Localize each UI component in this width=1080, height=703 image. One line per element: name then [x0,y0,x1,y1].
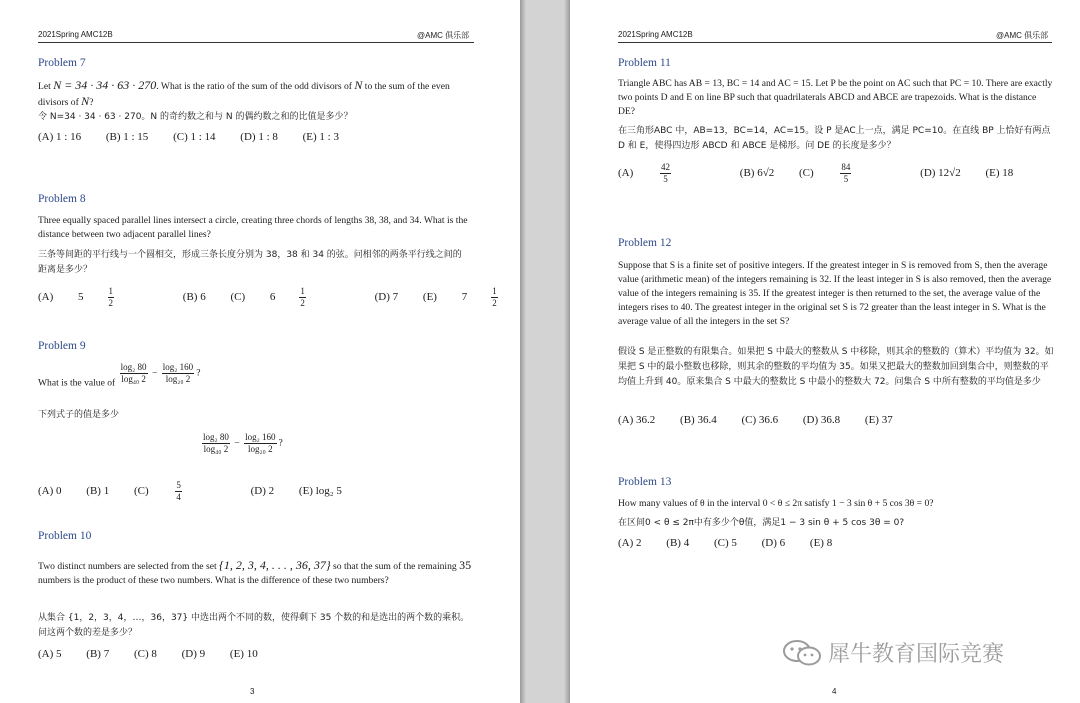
choice-a: (A) 5 $\frac{1}{2}$ [38,286,114,308]
problem-9-choices [38,480,364,503]
problem-8-english: Three equally spaced parallel lines intersect a circle, creating three chords of lengths 38, 38, and 34. What is the distance between two adjacent parallel lines? [38,215,468,240]
problem-13-choices [618,537,854,549]
choice-b: (B) 36.4 [680,414,717,426]
choice-c: (C) 6 $\frac{1}{2}$ [230,286,305,308]
choice-b: (B) 6√2 [739,167,775,180]
problem-7-english: Let N = 34 · 34 · 63 · 270. What is the ratio of the sum of the odd divisors of N to the sum of the even divisors of N? [38,78,450,108]
choice-d: (D) 12√2 [920,167,961,180]
choice-e: (E) log₂ 5 [298,485,342,498]
left-page [0,0,520,703]
choice-b: (B) 6 [182,291,206,304]
problem-10-english: Two distinct numbers are selected from the set {1, 2, 3, 4, . . . , 36, 37} so that the sum of the remaining 35 numbers is the product of these two numbers. What is the difference of these two numbers? [38,558,472,586]
choice-e: (E) 7 $\frac{1}{2}$ [422,286,497,308]
problem-12-choices [618,414,915,426]
choice-a: (A) 5 [38,648,62,660]
choice-d: (D) 7 [374,291,399,304]
choice-d: (D) 1 : 8 [240,131,278,143]
problem-13-chinese: 在区间0 < θ ≤ 2π中有多少个θ值，满足1 − 3 sin θ + 5 cos 3θ = 0? [618,518,905,528]
choice-e: (E) 10 [229,648,258,660]
choice-a: (A) $\frac{42}{5}$ [618,162,671,184]
problem-11-english: Triangle ABC has AB = 13, BC = 14 and AC = 15. Let P be the point on AC such that PC = 10. There are exactly two points D and E on line BP such that quadrilaterals ABCD and ABCE are trapezoids. What is the distance DE? [618,78,1053,117]
problem-9-title: Problem 9 [38,340,86,352]
watermark [782,637,1004,668]
choice-a: (A) 2 [618,537,642,549]
problem-12-english: Suppose that S is a finite set of positive integers. If the greatest integer in S is removed from S, then the average value (arithmetic mean) of the integers remaining is 32. If the least integer in S is also removed, then the average value of the integers remaining is 35. If the greatest integer is then returned to the set, the average value of the integers rises to 40. The greatest integer in the original set S is 72 greater than the least integer in S. What is the average value of all the integers in the set S? [618,260,1052,327]
problem-9-english: What is the value of $\frac{\text{log₂ 80}}{\text{log₄₀ 2}}$ − $\frac{\text{log₂ 160}}{\text{log₂₀ 2}}$ ? [38,362,201,389]
choice-c: (C) 1 : 14 [173,131,216,143]
page-gutter-shadow [520,0,526,703]
problem-13-title: Problem 13 [618,476,672,488]
choice-a: (A) 0 [38,485,62,498]
choice-a: (A) 36.2 [618,414,656,426]
header-left: 2021Spring AMC12B [618,30,693,39]
page-number: 3 [250,687,255,696]
problem-10-title: Problem 10 [38,530,92,542]
choice-c: (C) $\frac{5}{4}$ [133,480,181,502]
choice-e: (E) 1 : 3 [302,131,339,143]
header-right: @AMC 俱乐部 [417,31,470,40]
choice-e: (E) 37 [864,414,893,426]
header-right: @AMC 俱乐部 [996,31,1049,40]
choice-b: (B) 4 [666,537,690,549]
wechat-icon [782,639,822,667]
choice-a: (A) 1 : 16 [38,131,82,143]
choice-d: (D) 36.8 [802,414,841,426]
choice-b: (B) 1 : 15 [105,131,149,143]
choice-d: (D) 6 [761,537,786,549]
header-rule [38,42,474,43]
problem-10-choices [38,648,280,660]
problem-11-chinese: 在三角形ABC 中，AB=13，BC=14，AC=15。设 P 是AC上一点，满足 PC=10。在直线 BP 上恰好有两点 D 和 E，使得四边形 ABCD 和 ABCE 是梯形。问 DE 的长度是多少？ [618,126,1051,151]
problem-8-choices [38,286,564,309]
choice-c: (C) $\frac{84}{5}$ [798,162,851,184]
page-number: 4 [832,687,837,696]
problem-8-title: Problem 8 [38,193,86,205]
choice-c: (C) 36.6 [741,414,779,426]
problem-7-chinese: 令 N=34 · 34 · 63 · 270。N 的奇约数之和与 N 的偶约数之和的比值是多少？ [38,112,353,122]
choice-c: (C) 8 [133,648,157,660]
choice-e: (E) 8 [809,537,833,549]
problem-7-title: Problem 7 [38,57,86,69]
right-page [570,0,1080,703]
problem-7-choices [38,131,361,143]
problem-8-chinese: 三条等间距的平行线与一个圆相交，形成三条长度分别为 38，38 和 34 的弦。问相邻的两条平行线之间的距离是多少？ [38,250,462,275]
choice-d: (D) 2 [250,485,275,498]
header-rule [618,42,1052,43]
problem-12-title: Problem 12 [618,237,672,249]
problem-11-title: Problem 11 [618,57,671,69]
header-left: 2021Spring AMC12B [38,30,113,39]
problem-9-chinese: 下列式子的值是多少 [38,410,120,420]
problem-10-chinese: 从集合 {1，2，3，4，…，36，37} 中选出两个不同的数，使得剩下 35 个数的和是选出的两个数的乘积。问这两个数的差是多少？ [38,613,470,638]
choice-d: (D) 9 [181,648,206,660]
problem-13-english: How many values of θ in the interval 0 < θ ≤ 2π satisfy 1 − 3 sin θ + 5 cos 3θ = 0? [618,498,934,509]
choice-c: (C) 5 [713,537,737,549]
problem-12-chinese: 假设 S 是正整数的有限集合。如果把 S 中最大的整数从 S 中移除，则其余的整数的（算术）平均值为 32。如果把 S 中的最小整数也移除，则其余的整数的平均值为 35。如果又把最大的整数加回到集合中，则整数的平均值上升到 40。原来集合 S 中最大的整数比 S 中最小的整数大 72。问集合 S 中所有整数的平均值是多少 [618,347,1054,387]
choice-b: (B) 1 [86,485,110,498]
problem-9-expression: $\frac{\text{log₂ 80}}{\text{log₄₀ 2}}$ − $\frac{\text{log₂ 160}}{\text{log₂₀ 2}}$ ? [203,432,283,454]
choice-e: (E) 18 [985,167,1014,180]
choice-b: (B) 7 [86,648,110,660]
problem-11-choices [618,162,1035,185]
watermark-text: 犀牛教育国际竞赛 [828,642,1005,667]
